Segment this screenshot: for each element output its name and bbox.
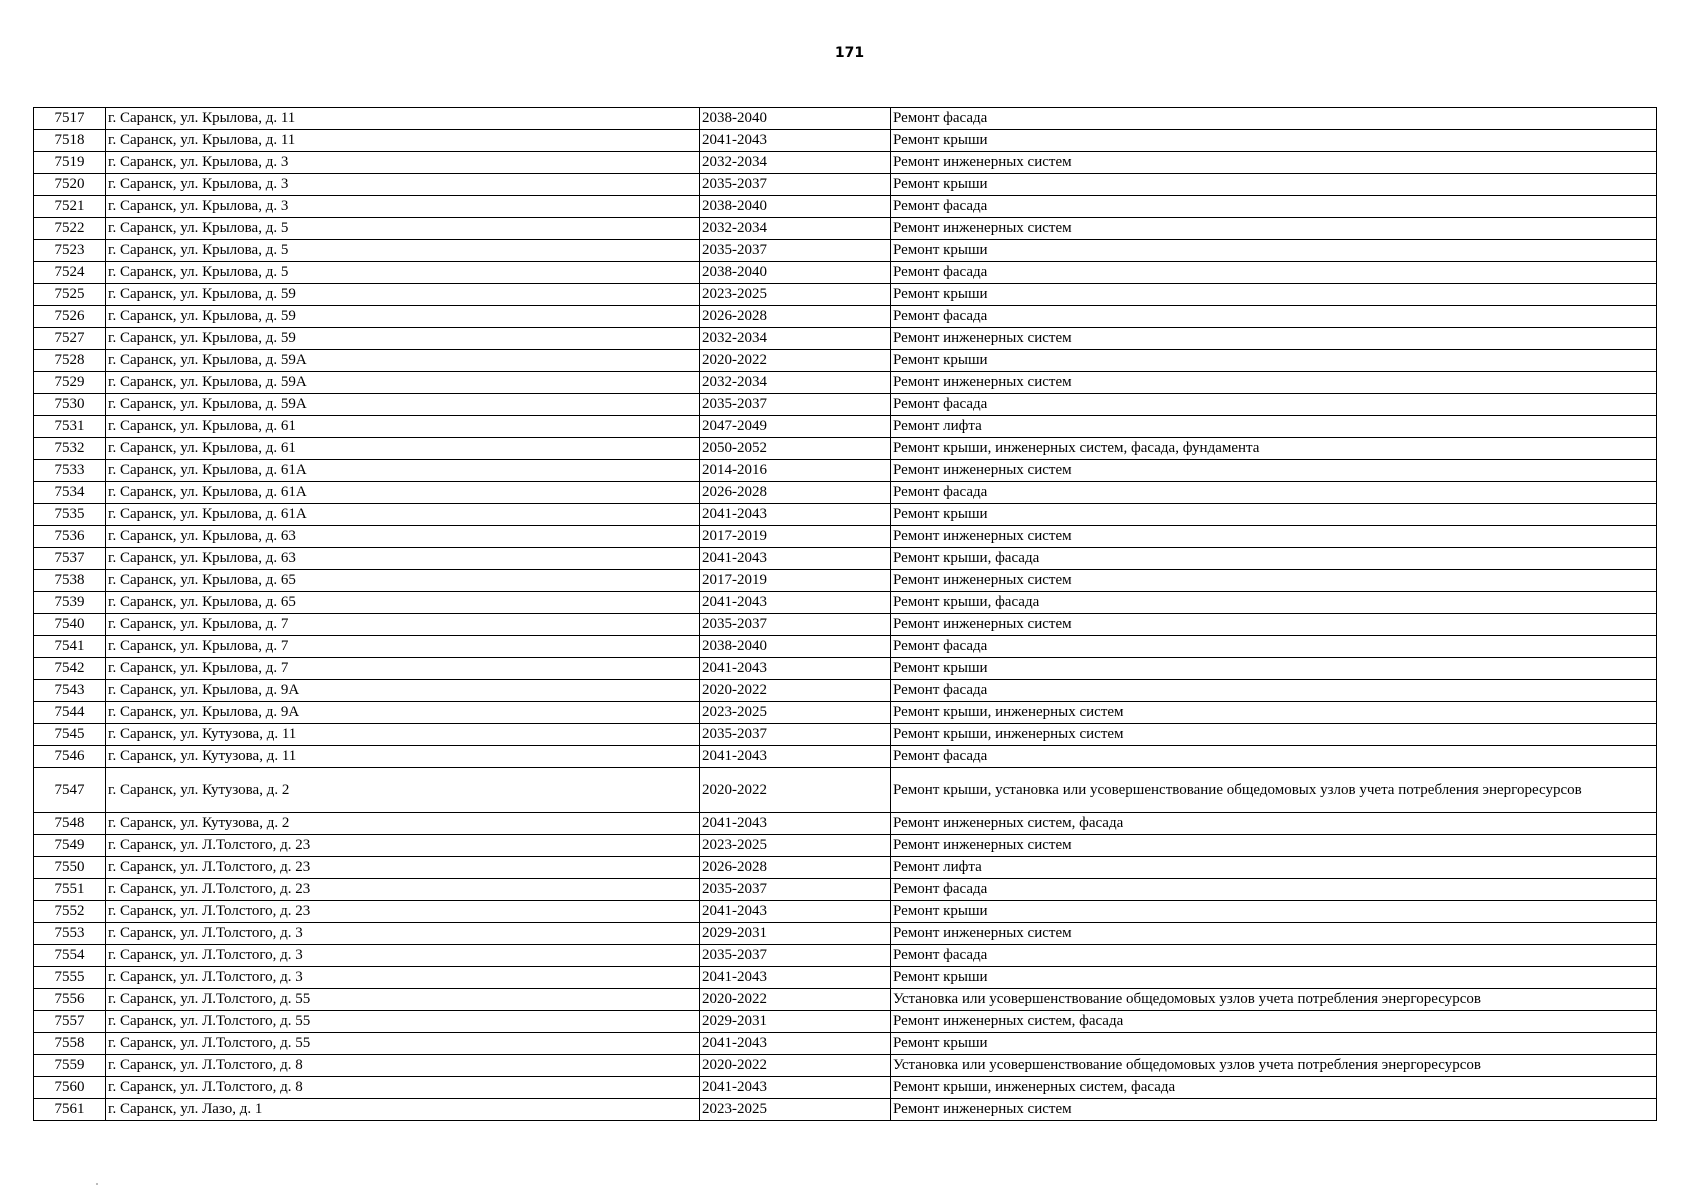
table-row xyxy=(34,967,1657,989)
work-type-cell: Ремонт инженерных систем xyxy=(891,372,1657,394)
period-cell: 2017-2019 xyxy=(700,526,891,548)
work-type-cell: Ремонт фасада xyxy=(891,746,1657,768)
row-number-cell: 7535 xyxy=(34,504,106,526)
work-type-cell: Ремонт инженерных систем xyxy=(891,152,1657,174)
address-cell: г. Саранск, ул. Л.Толстого, д. 55 xyxy=(106,989,700,1011)
table-row xyxy=(34,813,1657,835)
work-type-cell: Ремонт инженерных систем xyxy=(891,460,1657,482)
address-cell: г. Саранск, ул. Кутузова, д. 11 xyxy=(106,746,700,768)
period-cell: 2023-2025 xyxy=(700,702,891,724)
address-cell: г. Саранск, ул. Крылова, д. 65 xyxy=(106,592,700,614)
address-cell: г. Саранск, ул. Крылова, д. 3 xyxy=(106,174,700,196)
table-row xyxy=(34,394,1657,416)
row-number-cell: 7550 xyxy=(34,857,106,879)
table-row xyxy=(34,1055,1657,1077)
period-cell: 2041-2043 xyxy=(700,592,891,614)
scan-speck xyxy=(96,1183,98,1185)
address-cell: г. Саранск, ул. Л.Толстого, д. 3 xyxy=(106,967,700,989)
work-type-cell: Ремонт инженерных систем xyxy=(891,614,1657,636)
table-row xyxy=(34,416,1657,438)
row-number-cell: 7537 xyxy=(34,548,106,570)
row-number-cell: 7556 xyxy=(34,989,106,1011)
work-type-cell: Ремонт крыши xyxy=(891,901,1657,923)
address-cell: г. Саранск, ул. Крылова, д. 61А xyxy=(106,460,700,482)
period-cell: 2035-2037 xyxy=(700,240,891,262)
repair-schedule-table xyxy=(33,107,1657,1121)
address-cell: г. Саранск, ул. Крылова, д. 11 xyxy=(106,130,700,152)
table-row xyxy=(34,130,1657,152)
period-cell: 2035-2037 xyxy=(700,724,891,746)
table-row xyxy=(34,306,1657,328)
work-type-cell: Ремонт фасада xyxy=(891,945,1657,967)
row-number-cell: 7529 xyxy=(34,372,106,394)
address-cell: г. Саранск, ул. Л.Толстого, д. 55 xyxy=(106,1033,700,1055)
table-row xyxy=(34,1011,1657,1033)
table-row xyxy=(34,658,1657,680)
period-cell: 2023-2025 xyxy=(700,284,891,306)
row-number-cell: 7531 xyxy=(34,416,106,438)
table-body xyxy=(34,108,1657,1121)
period-cell: 2041-2043 xyxy=(700,901,891,923)
work-type-cell: Ремонт крыши, установка или усовершенствование общедомовых узлов учета потребления энергоресурсов xyxy=(891,768,1657,813)
address-cell: г. Саранск, ул. Крылова, д. 3 xyxy=(106,196,700,218)
work-type-cell: Ремонт фасада xyxy=(891,482,1657,504)
work-type-cell: Ремонт крыши xyxy=(891,130,1657,152)
work-type-cell: Ремонт фасада xyxy=(891,108,1657,130)
work-type-cell: Ремонт крыши, фасада xyxy=(891,548,1657,570)
address-cell: г. Саранск, ул. Крылова, д. 3 xyxy=(106,152,700,174)
table-row xyxy=(34,526,1657,548)
period-cell: 2038-2040 xyxy=(700,108,891,130)
row-number-cell: 7522 xyxy=(34,218,106,240)
table-row xyxy=(34,746,1657,768)
period-cell: 2041-2043 xyxy=(700,813,891,835)
period-cell: 2041-2043 xyxy=(700,1033,891,1055)
row-number-cell: 7559 xyxy=(34,1055,106,1077)
work-type-cell: Ремонт крыши, фасада xyxy=(891,592,1657,614)
row-number-cell: 7546 xyxy=(34,746,106,768)
work-type-cell: Ремонт инженерных систем xyxy=(891,1099,1657,1121)
table-row xyxy=(34,1077,1657,1099)
period-cell: 2032-2034 xyxy=(700,328,891,350)
address-cell: г. Саранск, ул. Кутузова, д. 2 xyxy=(106,768,700,813)
work-type-cell: Ремонт крыши xyxy=(891,658,1657,680)
table-row xyxy=(34,1033,1657,1055)
row-number-cell: 7533 xyxy=(34,460,106,482)
table-row xyxy=(34,570,1657,592)
table-row xyxy=(34,174,1657,196)
row-number-cell: 7552 xyxy=(34,901,106,923)
work-type-cell: Ремонт фасада xyxy=(891,636,1657,658)
table-row xyxy=(34,504,1657,526)
work-type-cell: Ремонт инженерных систем xyxy=(891,923,1657,945)
period-cell: 2041-2043 xyxy=(700,967,891,989)
row-number-cell: 7524 xyxy=(34,262,106,284)
period-cell: 2035-2037 xyxy=(700,394,891,416)
table-row xyxy=(34,548,1657,570)
work-type-cell: Ремонт лифта xyxy=(891,857,1657,879)
address-cell: г. Саранск, ул. Крылова, д. 59 xyxy=(106,328,700,350)
period-cell: 2035-2037 xyxy=(700,614,891,636)
row-number-cell: 7528 xyxy=(34,350,106,372)
period-cell: 2035-2037 xyxy=(700,879,891,901)
table-row xyxy=(34,1099,1657,1121)
row-number-cell: 7521 xyxy=(34,196,106,218)
period-cell: 2038-2040 xyxy=(700,262,891,284)
table-row xyxy=(34,152,1657,174)
period-cell: 2032-2034 xyxy=(700,372,891,394)
work-type-cell: Ремонт крыши, инженерных систем, фасада, фундамента xyxy=(891,438,1657,460)
work-type-cell: Ремонт фасада xyxy=(891,262,1657,284)
table-row xyxy=(34,680,1657,702)
work-type-cell: Ремонт инженерных систем, фасада xyxy=(891,1011,1657,1033)
row-number-cell: 7534 xyxy=(34,482,106,504)
work-type-cell: Ремонт крыши xyxy=(891,284,1657,306)
table-row xyxy=(34,240,1657,262)
row-number-cell: 7553 xyxy=(34,923,106,945)
row-number-cell: 7532 xyxy=(34,438,106,460)
work-type-cell: Установка или усовершенствование общедомовых узлов учета потребления энергоресурсов xyxy=(891,1055,1657,1077)
table-row xyxy=(34,438,1657,460)
address-cell: г. Саранск, ул. Крылова, д. 9А xyxy=(106,702,700,724)
table-row xyxy=(34,702,1657,724)
table-row xyxy=(34,879,1657,901)
row-number-cell: 7519 xyxy=(34,152,106,174)
row-number-cell: 7558 xyxy=(34,1033,106,1055)
row-number-cell: 7555 xyxy=(34,967,106,989)
row-number-cell: 7554 xyxy=(34,945,106,967)
row-number-cell: 7557 xyxy=(34,1011,106,1033)
address-cell: г. Саранск, ул. Кутузова, д. 11 xyxy=(106,724,700,746)
period-cell: 2020-2022 xyxy=(700,1055,891,1077)
period-cell: 2035-2037 xyxy=(700,945,891,967)
work-type-cell: Ремонт крыши xyxy=(891,240,1657,262)
work-type-cell: Ремонт лифта xyxy=(891,416,1657,438)
address-cell: г. Саранск, ул. Кутузова, д. 2 xyxy=(106,813,700,835)
period-cell: 2041-2043 xyxy=(700,746,891,768)
period-cell: 2020-2022 xyxy=(700,768,891,813)
address-cell: г. Саранск, ул. Крылова, д. 63 xyxy=(106,526,700,548)
address-cell: г. Саранск, ул. Л.Толстого, д. 3 xyxy=(106,945,700,967)
page-number: 171 xyxy=(834,45,865,61)
table-row xyxy=(34,835,1657,857)
address-cell: г. Саранск, ул. Л.Толстого, д. 23 xyxy=(106,879,700,901)
period-cell: 2041-2043 xyxy=(700,130,891,152)
row-number-cell: 7517 xyxy=(34,108,106,130)
row-number-cell: 7540 xyxy=(34,614,106,636)
period-cell: 2029-2031 xyxy=(700,1011,891,1033)
table-row xyxy=(34,350,1657,372)
address-cell: г. Саранск, ул. Крылова, д. 7 xyxy=(106,636,700,658)
address-cell: г. Саранск, ул. Крылова, д. 7 xyxy=(106,658,700,680)
work-type-cell: Ремонт крыши, инженерных систем, фасада xyxy=(891,1077,1657,1099)
period-cell: 2020-2022 xyxy=(700,350,891,372)
row-number-cell: 7551 xyxy=(34,879,106,901)
address-cell: г. Саранск, ул. Крылова, д. 61 xyxy=(106,416,700,438)
address-cell: г. Саранск, ул. Л.Толстого, д. 23 xyxy=(106,857,700,879)
row-number-cell: 7518 xyxy=(34,130,106,152)
address-cell: г. Саранск, ул. Крылова, д. 59А xyxy=(106,394,700,416)
work-type-cell: Ремонт крыши, инженерных систем xyxy=(891,702,1657,724)
table-row xyxy=(34,614,1657,636)
table-row xyxy=(34,768,1657,813)
address-cell: г. Саранск, ул. Крылова, д. 61 xyxy=(106,438,700,460)
address-cell: г. Саранск, ул. Крылова, д. 5 xyxy=(106,262,700,284)
table-row xyxy=(34,284,1657,306)
row-number-cell: 7525 xyxy=(34,284,106,306)
address-cell: г. Саранск, ул. Крылова, д. 59 xyxy=(106,306,700,328)
row-number-cell: 7560 xyxy=(34,1077,106,1099)
work-type-cell: Ремонт фасада xyxy=(891,306,1657,328)
address-cell: г. Саранск, ул. Крылова, д. 5 xyxy=(106,240,700,262)
address-cell: г. Саранск, ул. Крылова, д. 9А xyxy=(106,680,700,702)
address-cell: г. Саранск, ул. Крылова, д. 7 xyxy=(106,614,700,636)
period-cell: 2029-2031 xyxy=(700,923,891,945)
address-cell: г. Саранск, ул. Л.Толстого, д. 55 xyxy=(106,1011,700,1033)
work-type-cell: Ремонт крыши xyxy=(891,350,1657,372)
work-type-cell: Ремонт инженерных систем, фасада xyxy=(891,813,1657,835)
row-number-cell: 7543 xyxy=(34,680,106,702)
row-number-cell: 7526 xyxy=(34,306,106,328)
table-row xyxy=(34,989,1657,1011)
period-cell: 2020-2022 xyxy=(700,680,891,702)
table-row xyxy=(34,218,1657,240)
period-cell: 2032-2034 xyxy=(700,152,891,174)
row-number-cell: 7542 xyxy=(34,658,106,680)
work-type-cell: Установка или усовершенствование общедомовых узлов учета потребления энергоресурсов xyxy=(891,989,1657,1011)
table-row xyxy=(34,482,1657,504)
address-cell: г. Саранск, ул. Крылова, д. 61А xyxy=(106,482,700,504)
table-row xyxy=(34,945,1657,967)
period-cell: 2038-2040 xyxy=(700,636,891,658)
address-cell: г. Саранск, ул. Крылова, д. 61А xyxy=(106,504,700,526)
address-cell: г. Саранск, ул. Крылова, д. 59 xyxy=(106,284,700,306)
period-cell: 2041-2043 xyxy=(700,504,891,526)
table-row xyxy=(34,923,1657,945)
work-type-cell: Ремонт инженерных систем xyxy=(891,835,1657,857)
work-type-cell: Ремонт фасада xyxy=(891,394,1657,416)
address-cell: г. Саранск, ул. Крылова, д. 59А xyxy=(106,350,700,372)
work-type-cell: Ремонт фасада xyxy=(891,196,1657,218)
period-cell: 2026-2028 xyxy=(700,306,891,328)
table-row xyxy=(34,636,1657,658)
period-cell: 2020-2022 xyxy=(700,989,891,1011)
address-cell: г. Саранск, ул. Крылова, д. 59А xyxy=(106,372,700,394)
work-type-cell: Ремонт крыши xyxy=(891,504,1657,526)
work-type-cell: Ремонт фасада xyxy=(891,879,1657,901)
row-number-cell: 7544 xyxy=(34,702,106,724)
period-cell: 2038-2040 xyxy=(700,196,891,218)
period-cell: 2041-2043 xyxy=(700,1077,891,1099)
work-type-cell: Ремонт инженерных систем xyxy=(891,526,1657,548)
row-number-cell: 7523 xyxy=(34,240,106,262)
address-cell: г. Саранск, ул. Л.Толстого, д. 3 xyxy=(106,923,700,945)
table-row xyxy=(34,262,1657,284)
work-type-cell: Ремонт крыши, инженерных систем xyxy=(891,724,1657,746)
table-row xyxy=(34,857,1657,879)
period-cell: 2023-2025 xyxy=(700,835,891,857)
row-number-cell: 7527 xyxy=(34,328,106,350)
row-number-cell: 7547 xyxy=(34,768,106,813)
work-type-cell: Ремонт крыши xyxy=(891,174,1657,196)
address-cell: г. Саранск, ул. Лазо, д. 1 xyxy=(106,1099,700,1121)
address-cell: г. Саранск, ул. Крылова, д. 65 xyxy=(106,570,700,592)
table-row xyxy=(34,901,1657,923)
table-row xyxy=(34,592,1657,614)
period-cell: 2032-2034 xyxy=(700,218,891,240)
table-row xyxy=(34,460,1657,482)
row-number-cell: 7536 xyxy=(34,526,106,548)
address-cell: г. Саранск, ул. Крылова, д. 5 xyxy=(106,218,700,240)
table-row xyxy=(34,328,1657,350)
row-number-cell: 7545 xyxy=(34,724,106,746)
period-cell: 2050-2052 xyxy=(700,438,891,460)
row-number-cell: 7539 xyxy=(34,592,106,614)
period-cell: 2041-2043 xyxy=(700,548,891,570)
address-cell: г. Саранск, ул. Л.Толстого, д. 8 xyxy=(106,1077,700,1099)
table-row xyxy=(34,108,1657,130)
work-type-cell: Ремонт инженерных систем xyxy=(891,218,1657,240)
period-cell: 2035-2037 xyxy=(700,174,891,196)
period-cell: 2026-2028 xyxy=(700,857,891,879)
period-cell: 2047-2049 xyxy=(700,416,891,438)
row-number-cell: 7538 xyxy=(34,570,106,592)
work-type-cell: Ремонт инженерных систем xyxy=(891,570,1657,592)
period-cell: 2014-2016 xyxy=(700,460,891,482)
address-cell: г. Саранск, ул. Крылова, д. 11 xyxy=(106,108,700,130)
table-row xyxy=(34,196,1657,218)
row-number-cell: 7541 xyxy=(34,636,106,658)
work-type-cell: Ремонт инженерных систем xyxy=(891,328,1657,350)
work-type-cell: Ремонт фасада xyxy=(891,680,1657,702)
period-cell: 2017-2019 xyxy=(700,570,891,592)
address-cell: г. Саранск, ул. Крылова, д. 63 xyxy=(106,548,700,570)
table-row xyxy=(34,372,1657,394)
work-type-cell: Ремонт крыши xyxy=(891,967,1657,989)
work-type-cell: Ремонт крыши xyxy=(891,1033,1657,1055)
row-number-cell: 7548 xyxy=(34,813,106,835)
row-number-cell: 7549 xyxy=(34,835,106,857)
row-number-cell: 7520 xyxy=(34,174,106,196)
table-row xyxy=(34,724,1657,746)
row-number-cell: 7530 xyxy=(34,394,106,416)
address-cell: г. Саранск, ул. Л.Толстого, д. 23 xyxy=(106,835,700,857)
period-cell: 2041-2043 xyxy=(700,658,891,680)
period-cell: 2023-2025 xyxy=(700,1099,891,1121)
period-cell: 2026-2028 xyxy=(700,482,891,504)
address-cell: г. Саранск, ул. Л.Толстого, д. 8 xyxy=(106,1055,700,1077)
address-cell: г. Саранск, ул. Л.Толстого, д. 23 xyxy=(106,901,700,923)
row-number-cell: 7561 xyxy=(34,1099,106,1121)
